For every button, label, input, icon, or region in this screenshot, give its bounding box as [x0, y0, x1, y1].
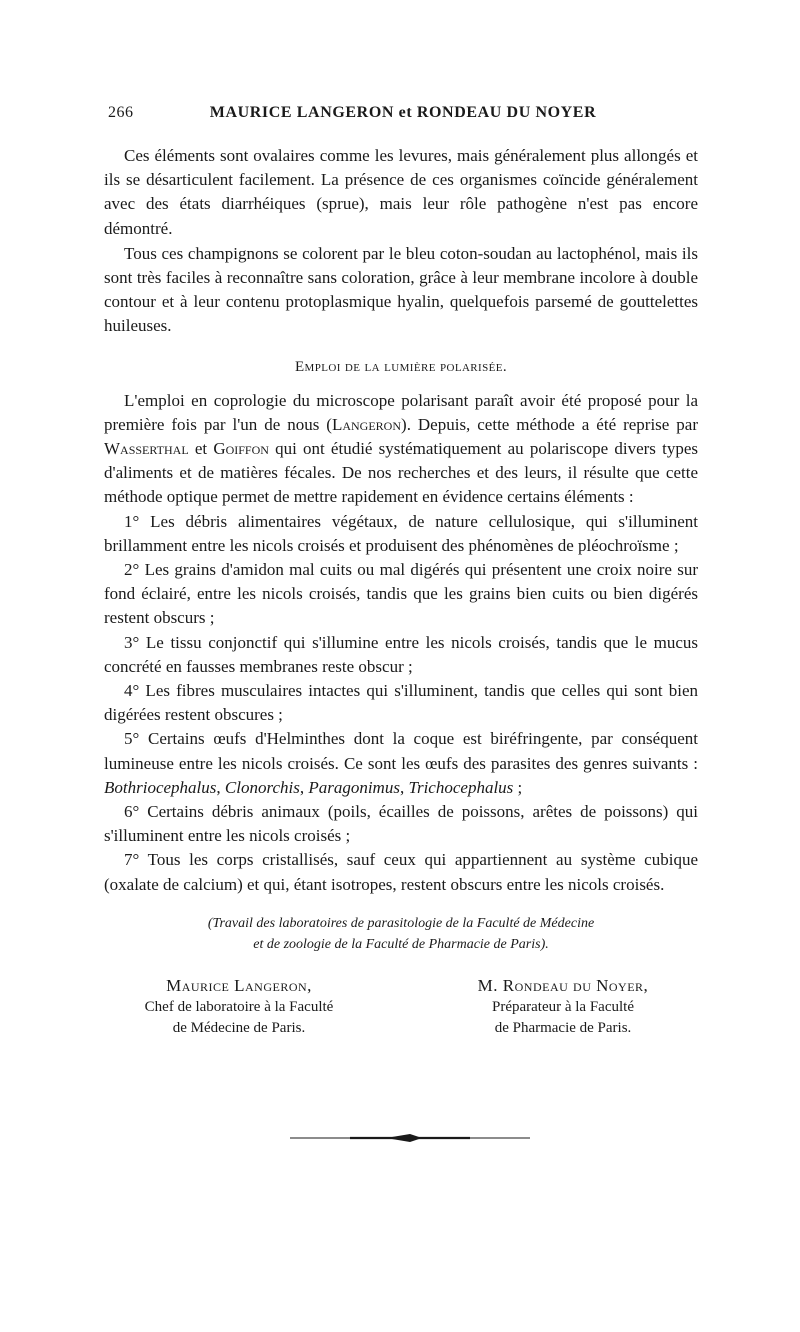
item5-text: 5° Certains œufs d'Helminthes dont la coque est biréfringente, par conséquent lumineuse entre les nicols croisés. Ce sont les œufs des parasites des genres suivants : — [104, 729, 698, 773]
end-ornament — [290, 1128, 530, 1148]
genus-name: Trichocephalus — [408, 777, 514, 797]
list-item: 3° Le tissu conjonctif qui s'illumine entre les nicols croisés, tandis que le mucus concrété en fausses membranes reste obscur ; — [104, 632, 698, 676]
list-item: 6° Certains débris animaux (poils, écailles de poissons, arêtes de poissons) qui s'illuminent entre les nicols croisés ; — [104, 802, 698, 846]
separator: , — [399, 777, 409, 797]
item5-end: ; — [513, 777, 523, 797]
author-name: Maurice Langeron, — [166, 975, 312, 995]
separator: , — [299, 777, 309, 797]
signature-langeron — [104, 975, 374, 1039]
author-name-wasserthal: Wasserthal — [104, 439, 189, 459]
credit-line: (Travail des laboratoires de parasitologie de la Faculté de Médecine — [207, 915, 595, 931]
paragraph-polarized-intro — [104, 389, 698, 510]
paragraph-yeasts: Ces éléments sont ovalaires comme les levures, mais généralement plus allongés et ils se désarticulent facilement. La présence de ces organismes coïncide généralement avec des états diarrhéiques (sprue), mais leur rôle pathogène n'est pas encore démontré. — [104, 146, 698, 238]
page-number: 266 — [108, 104, 134, 121]
list-item: 4° Les fibres musculaires intactes qui s'illuminent, tandis que celles qui sont bien digérées restent obscures ; — [104, 681, 698, 725]
paragraph-staining: Tous ces champignons se colorent par le bleu coton-soudan au lactophénol, mais ils sont très faciles à reconnaître sans coloration, grâce à leur membrane incolore à double contour et à leur contenu protoplasmique hyalin, quelquefois parsemé de gouttelettes huileuses. — [104, 243, 698, 336]
main-text — [104, 144, 698, 1039]
author-affiliation: de Pharmacie de Paris. — [494, 1019, 632, 1036]
genus-name: Clonorchis — [224, 777, 300, 797]
credit-line: et de zoologie de la Faculté de Pharmacie de Paris). — [253, 936, 549, 952]
running-title: MAURICE LANGERON et RONDEAU DU NOYER — [209, 104, 597, 121]
list-item: 1° Les débris alimentaires végétaux, de nature cellulosique, qui s'illuminent brillamment entre les nicols croisés et produisent des phénomènes de pléochroïsme ; — [104, 511, 698, 555]
author-title: Chef de laboratoire à la Faculté — [144, 998, 334, 1015]
signature-rondeau — [428, 975, 698, 1039]
intro-text-2: ). Depuis, cette méthode a été reprise par — [401, 414, 698, 434]
laboratory-credit — [104, 913, 698, 955]
author-name-langeron: Langeron — [331, 414, 402, 434]
list-item: 7° Tous les corps cristallisés, sauf ceux qui appartiennent au système cubique (oxalate de calcium) et qui, étant isotropes, restent obscurs entre les nicols croisés. — [104, 850, 698, 894]
author-name-goiffon: Goiffon — [213, 439, 269, 459]
intro-text-3: et — [188, 439, 214, 459]
page-header — [108, 104, 698, 128]
section-title: Emploi de la lumière polarisée. — [294, 358, 508, 375]
author-affiliation: de Médecine de Paris. — [172, 1019, 306, 1036]
separator: , — [216, 777, 225, 797]
author-title: Préparateur à la Faculté — [491, 998, 634, 1015]
intro-text-4: qui ont étudié systématiquement au polariscope divers types d'aliments et de matières fécales. De nos recherches et des leurs, il résulte que cette méthode optique permet de mettre rapidement en évidence certains éléments : — [104, 439, 698, 507]
signatures — [104, 975, 698, 1039]
intro-text-1: L'emploi en coprologie du microscope polarisant paraît avoir été proposé pour la première fois par l'un de nous ( — [104, 390, 698, 434]
author-name: M. Rondeau du Noyer, — [477, 975, 649, 995]
genus-name: Bothriocephalus — [104, 777, 217, 797]
genus-name: Paragonimus — [308, 777, 400, 797]
list-item: 2° Les grains d'amidon mal cuits ou mal digérés qui présentent une croix noire sur fond éclairé, entre les nicols croisés, tandis que les grains bien cuits ou bien digérés restent obscurs ; — [104, 560, 698, 628]
list-item — [104, 727, 698, 800]
